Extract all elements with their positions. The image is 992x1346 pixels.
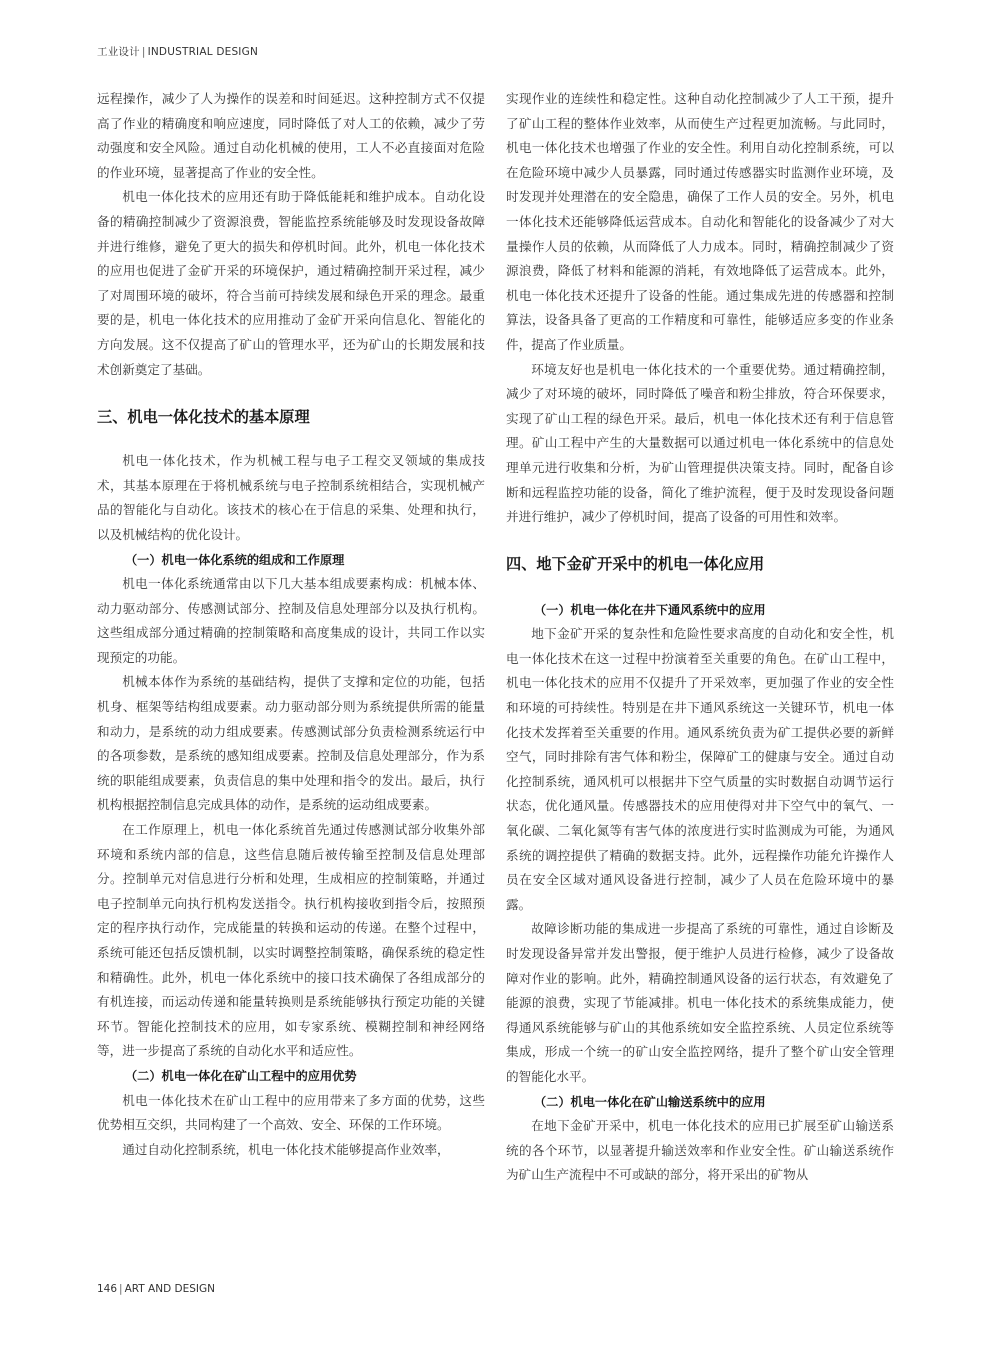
paragraph: 机电一体化技术在矿山工程中的应用带来了多方面的优势，这些优势相互交织，共同构建了一个高效、安全、环保的工作环境。 [97, 1092, 485, 1133]
paragraph: 在地下金矿开采中，机电一体化技术的应用已扩展至矿山输送系统的各个环节，以显著提升输送效率和作业安全性。矿山输送系统作为矿山生产流程中不可或缺的部分，将开采出的矿物从 [506, 1118, 894, 1183]
subsection-heading: （一）机电一体化在井下通风系统中的应用 [534, 602, 766, 617]
paragraph: 在工作原理上，机电一体化系统首先通过传感测试部分收集外部环境和系统内部的信息，这些信息随后被传输至控制及信息处理部分。控制单元对信息进行分析和处理，生成相应的控制策略，并通过电子控制单元向执行机构发送指令。执行机构接收到指令后，按照预定的程序执行动作，完成能量的转换和运动的传递。在整个过程中，系统可能还包括反馈机制，以实时调整控制策略，确保系统的稳定性和精确性。此外，机电一体化系统中的接口技术确保了各组成部分的有机连接，而运动传递和能量转换则是系统能够执行预定功能的关键环节。智能化控制技术的应用，如专家系统、模糊控制和神经网络等，进一步提高了系统的自动化水平和适应性。 [97, 822, 485, 1059]
section-heading-4: 四、地下金矿开采中的机电一体化应用 [506, 554, 765, 573]
paragraph: 环境友好也是机电一体化技术的一个重要优势。通过精确控制，减少了对环境的破坏，同时降低了噪音和粉尘排放，符合环保要求，实现了矿山工程的绿色开采。最后，机电一体化技术还有利于信息管理。矿山工程中产生的大量数据可以通过机电一体化系统中的信息处理单元进行收集和分析，为矿山管理提供决策支持。同时，配备自诊断和远程监控功能的设备，简化了维护流程，便于及时发现设备问题并进行维护，减少了停机时间，提高了设备的可用性和效率。 [506, 361, 894, 525]
footer-separator: | [119, 1283, 123, 1295]
journal-name-en: INDUSTRIAL DESIGN [147, 46, 258, 58]
subsection-heading: （二）机电一体化在矿山输送系统中的应用 [534, 1094, 766, 1109]
running-footer [97, 1283, 215, 1295]
left-column [97, 87, 485, 1162]
running-header [97, 44, 258, 59]
paragraph: 通过自动化控制系统，机电一体化技术能够提高作业效率， [122, 1141, 450, 1157]
subsection-heading: （一）机电一体化系统的组成和工作原理 [125, 552, 345, 567]
paragraph: 远程操作，减少了人为操作的误差和时间延迟。这种控制方式不仅提高了作业的精确度和响应速度，同时降低了对人工的依赖，减少了劳动强度和安全风险。通过自动化机械的使用，工人不必直接面对危险的作业环境，显著提高了作业的安全性。 [97, 91, 485, 180]
header-separator: | [141, 46, 146, 58]
paragraph: 地下金矿开采的复杂性和危险性要求高度的自动化和安全性，机电一体化技术在这一过程中扮演着至关重要的角色。在矿山工程中，机电一体化技术的应用不仅提升了开采效率，更加强了作业的安全性和环境的可持续性。特别是在井下通风系统这一关键环节，机电一体化技术发挥着至关重要的作用。通风系统负责为矿工提供必要的新鲜空气，同时排除有害气体和粉尘，保障矿工的健康与安全。通过自动化控制系统，通风机可以根据井下空气质量的实时数据自动调节运行状态，优化通风量。传感器技术的应用使得对井下空气中的氧气、一氧化碳、二氧化氮等有害气体的浓度进行实时监测成为可能，为通风系统的调控提供了精确的数据支持。此外，远程操作功能允许操作人员在安全区域对通风设备进行控制，减少了人员在危险环境中的暴露。 [506, 626, 894, 912]
paragraph: 实现作业的连续性和稳定性。这种自动化控制减少了人工干预，提升了矿山工程的整体作业效率，从而使生产过程更加流畅。与此同时，机电一体化技术也增强了作业的安全性。利用自动化控制系统，可以在危险环境中减少人员暴露，同时通过传感器实时监测作业环境，及时发现并处理潜在的安全隐患，确保了工作人员的安全。另外，机电一体化技术还能够降低运营成本。自动化和智能化的设备减少了对大量操作人员的依赖，从而降低了人力成本。同时，精确控制减少了资源浪费，降低了材料和能源的消耗，有效地降低了运营成本。此外，机电一体化技术还提升了设备的性能。通过集成先进的传感器和控制算法，设备具备了更高的工作精度和可靠性，能够适应多变的作业条件，提高了作业质量。 [506, 91, 894, 352]
paragraph: 机械本体作为系统的基础结构，提供了支撑和定位的功能，包括机身、框架等结构组成要素。动力驱动部分则为系统提供所需的能量和动力，是系统的动力组成要素。传感测试部分负责检测系统运行中的各项参数，是系统的感知组成要素。控制及信息处理部分，作为系统的职能组成要素，负责信息的集中处理和指令的发出。最后，执行机构根据控制信息完成具体的动作，是系统的运动组成要素。 [97, 674, 485, 813]
page-number: 146 [97, 1283, 118, 1295]
subsection-heading: （二）机电一体化在矿山工程中的应用优势 [125, 1068, 357, 1083]
journal-name-cn: 工业设计 [97, 46, 140, 58]
paragraph: 故障诊断功能的集成进一步提高了系统的可靠性，通过自诊断及时发现设备异常并发出警报，便于维护人员进行检修，减少了设备故障对作业的影响。此外，精确控制通风设备的运行状态，有效避免了能源的浪费，实现了节能减排。机电一体化技术的系统集成能力，使得通风系统能够与矿山的其他系统如安全监控系统、人员定位系统等集成，形成一个统一的矿山安全监控网络，提升了整个矿山安全管理的智能化水平。 [506, 921, 894, 1084]
paragraph: 机电一体化技术的应用还有助于降低能耗和维护成本。自动化设备的精确控制减少了资源浪费，智能监控系统能够及时发现设备故障并进行维修，避免了更大的损失和停机时间。此外，机电一体化技术的应用也促进了金矿开采的环境保护，通过精确控制开采过程，减少了对周围环境的破坏，符合当前可持续发展和绿色开采的理念。最重要的是，机电一体化技术的应用推动了金矿开采向信息化、智能化的方向发展。这不仅提高了矿山的管理水平，还为矿山的长期发展和技术创新奠定了基础。 [97, 189, 485, 377]
section-heading-3: 三、机电一体化技术的基本原理 [97, 408, 310, 427]
footer-journal-en: ART AND DESIGN [124, 1283, 215, 1295]
paragraph: 机电一体化系统通常由以下几大基本组成要素构成：机械本体、动力驱动部分、传感测试部分、控制及信息处理部分以及执行机构。这些组成部分通过精确的控制策略和高度集成的设计，共同工作以实现预定的功能。 [97, 576, 485, 665]
paragraph: 机电一体化技术，作为机械工程与电子工程交叉领域的集成技术，其基本原理在于将机械系统与电子控制系统相结合，实现机械产品的智能化与自动化。该技术的核心在于信息的采集、处理和执行，以及机械结构的优化设计。 [97, 453, 485, 542]
right-column [506, 87, 894, 1188]
